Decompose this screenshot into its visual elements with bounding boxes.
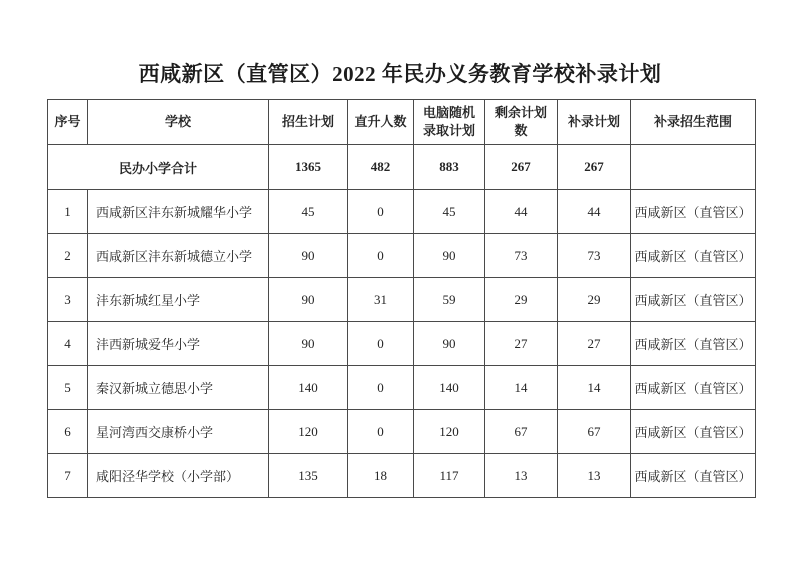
summary-scope bbox=[631, 145, 756, 190]
row-remaining: 29 bbox=[485, 278, 558, 322]
row-plan: 140 bbox=[269, 366, 348, 410]
row-school: 咸阳泾华学校（小学部） bbox=[88, 454, 269, 498]
summary-direct: 482 bbox=[348, 145, 414, 190]
row-remaining: 44 bbox=[485, 190, 558, 234]
row-direct: 18 bbox=[348, 454, 414, 498]
row-scope: 西咸新区（直管区） bbox=[631, 322, 756, 366]
col-header-index: 序号 bbox=[48, 100, 88, 145]
row-computer: 59 bbox=[414, 278, 485, 322]
row-remaining: 27 bbox=[485, 322, 558, 366]
col-header-plan: 招生计划 bbox=[269, 100, 348, 145]
row-computer: 117 bbox=[414, 454, 485, 498]
row-computer: 45 bbox=[414, 190, 485, 234]
table-row bbox=[48, 190, 756, 234]
row-direct: 0 bbox=[348, 322, 414, 366]
row-index: 1 bbox=[48, 190, 88, 234]
col-header-supplement: 补录计划 bbox=[558, 100, 631, 145]
row-plan: 120 bbox=[269, 410, 348, 454]
row-direct: 0 bbox=[348, 410, 414, 454]
row-computer: 120 bbox=[414, 410, 485, 454]
row-computer: 90 bbox=[414, 234, 485, 278]
row-direct: 0 bbox=[348, 190, 414, 234]
summary-plan: 1365 bbox=[269, 145, 348, 190]
summary-remaining: 267 bbox=[485, 145, 558, 190]
summary-row bbox=[48, 145, 756, 190]
summary-label: 民办小学合计 bbox=[48, 145, 269, 190]
page-title: 西咸新区（直管区）2022 年民办义务教育学校补录计划 bbox=[138, 62, 662, 86]
row-computer: 90 bbox=[414, 322, 485, 366]
row-direct: 31 bbox=[348, 278, 414, 322]
row-index: 7 bbox=[48, 454, 88, 498]
table-header-row bbox=[48, 100, 756, 145]
row-school: 西咸新区沣东新城德立小学 bbox=[88, 234, 269, 278]
row-supplement: 14 bbox=[558, 366, 631, 410]
enrollment-plan-table bbox=[47, 99, 756, 498]
table-row bbox=[48, 410, 756, 454]
row-remaining: 67 bbox=[485, 410, 558, 454]
row-plan: 135 bbox=[269, 454, 348, 498]
col-header-computer: 电脑随机录取计划 bbox=[414, 100, 485, 145]
row-index: 4 bbox=[48, 322, 88, 366]
row-school: 沣西新城爱华小学 bbox=[88, 322, 269, 366]
row-remaining: 73 bbox=[485, 234, 558, 278]
row-supplement: 27 bbox=[558, 322, 631, 366]
row-remaining: 13 bbox=[485, 454, 558, 498]
row-remaining: 14 bbox=[485, 366, 558, 410]
col-header-direct: 直升人数 bbox=[348, 100, 414, 145]
row-index: 2 bbox=[48, 234, 88, 278]
row-supplement: 44 bbox=[558, 190, 631, 234]
table-row bbox=[48, 454, 756, 498]
row-school: 星河湾西交康桥小学 bbox=[88, 410, 269, 454]
row-scope: 西咸新区（直管区） bbox=[631, 410, 756, 454]
row-supplement: 13 bbox=[558, 454, 631, 498]
row-supplement: 29 bbox=[558, 278, 631, 322]
row-supplement: 67 bbox=[558, 410, 631, 454]
row-school: 西咸新区沣东新城耀华小学 bbox=[88, 190, 269, 234]
col-header-school: 学校 bbox=[88, 100, 269, 145]
row-scope: 西咸新区（直管区） bbox=[631, 366, 756, 410]
row-direct: 0 bbox=[348, 366, 414, 410]
col-header-remaining: 剩余计划数 bbox=[485, 100, 558, 145]
row-plan: 90 bbox=[269, 234, 348, 278]
row-scope: 西咸新区（直管区） bbox=[631, 278, 756, 322]
table-row bbox=[48, 278, 756, 322]
summary-supplement: 267 bbox=[558, 145, 631, 190]
col-header-scope: 补录招生范围 bbox=[631, 100, 756, 145]
row-index: 6 bbox=[48, 410, 88, 454]
summary-computer: 883 bbox=[414, 145, 485, 190]
row-scope: 西咸新区（直管区） bbox=[631, 454, 756, 498]
table-row bbox=[48, 234, 756, 278]
row-scope: 西咸新区（直管区） bbox=[631, 190, 756, 234]
row-plan: 90 bbox=[269, 322, 348, 366]
row-direct: 0 bbox=[348, 234, 414, 278]
row-index: 5 bbox=[48, 366, 88, 410]
row-plan: 90 bbox=[269, 278, 348, 322]
table-row bbox=[48, 366, 756, 410]
table-row bbox=[48, 322, 756, 366]
row-scope: 西咸新区（直管区） bbox=[631, 234, 756, 278]
row-supplement: 73 bbox=[558, 234, 631, 278]
row-school: 秦汉新城立德思小学 bbox=[88, 366, 269, 410]
row-plan: 45 bbox=[269, 190, 348, 234]
row-computer: 140 bbox=[414, 366, 485, 410]
row-school: 沣东新城红星小学 bbox=[88, 278, 269, 322]
row-index: 3 bbox=[48, 278, 88, 322]
